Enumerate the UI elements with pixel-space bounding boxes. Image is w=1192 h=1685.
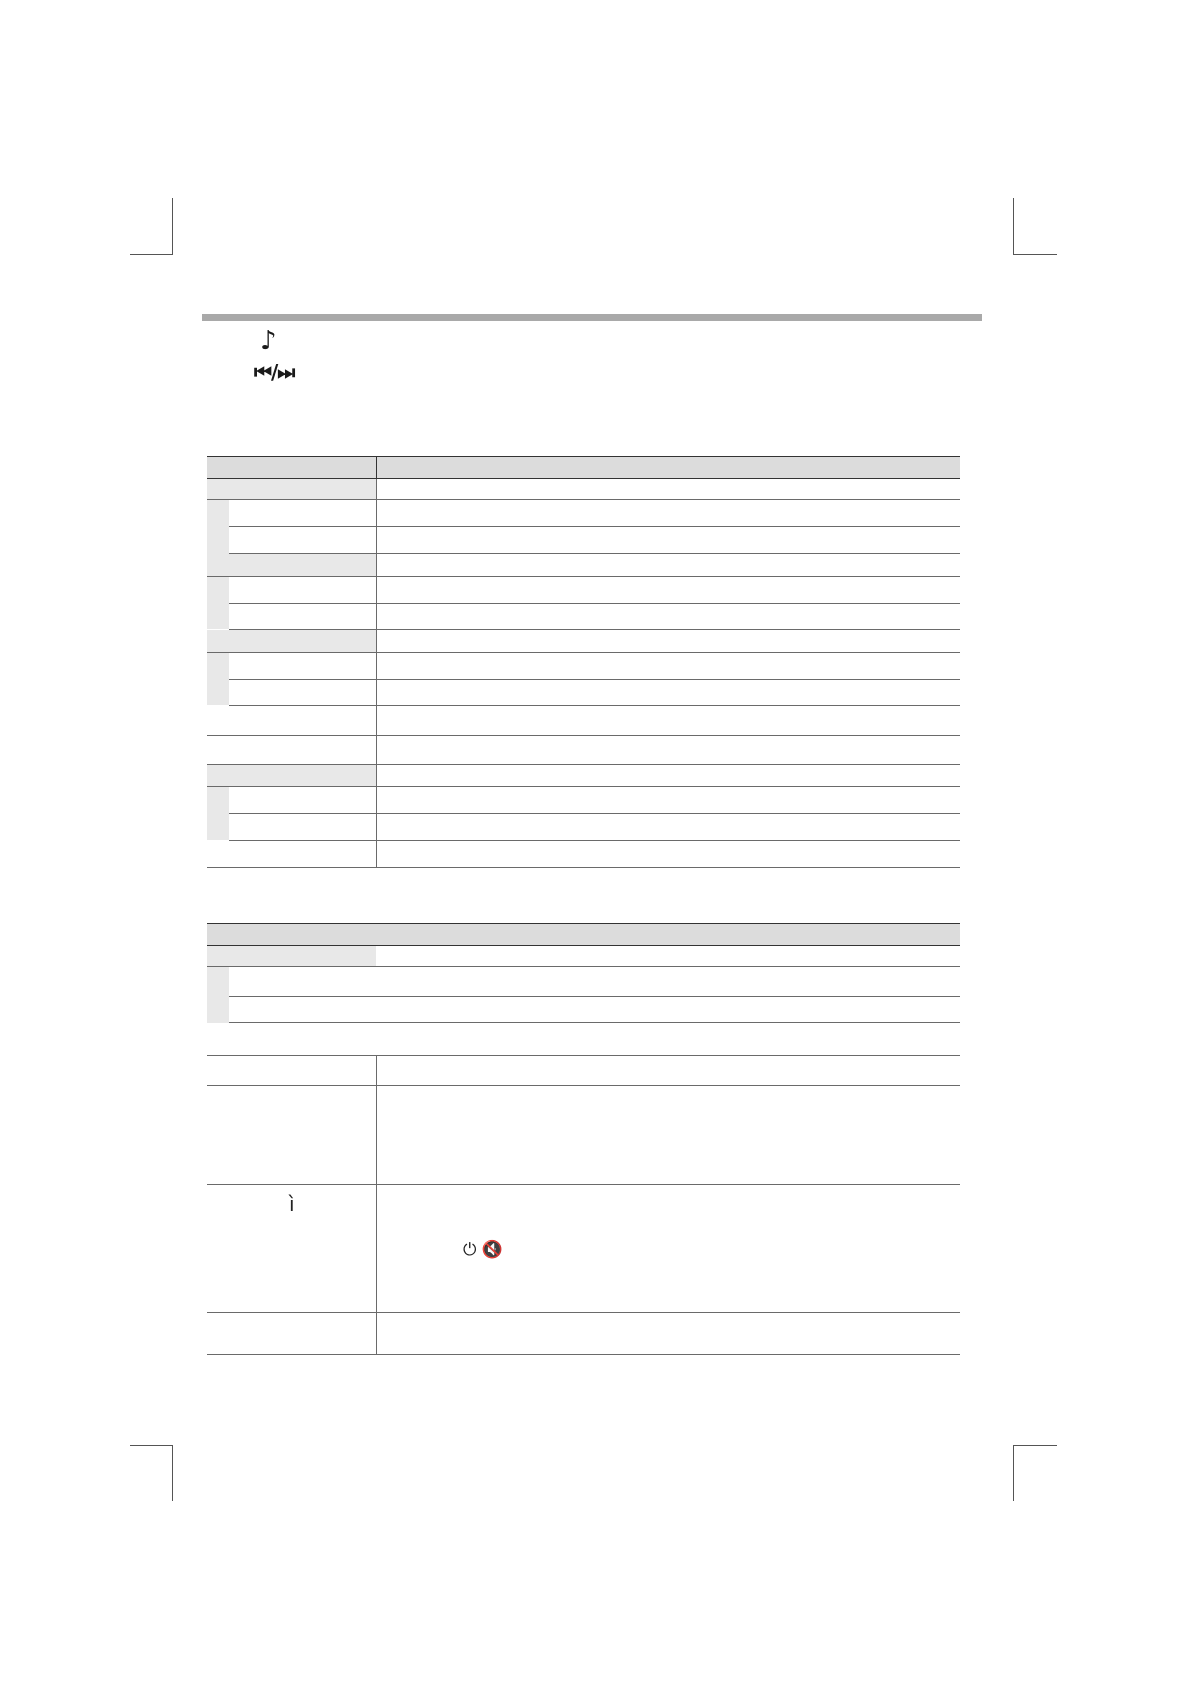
skip-prev-next-icon: ⏮/⏭ [254, 360, 295, 384]
table-row [229, 787, 960, 814]
table-row [229, 967, 960, 997]
table-group [207, 554, 960, 630]
table-row [207, 479, 960, 500]
settings-table-1 [207, 456, 960, 868]
table-group [207, 946, 960, 1023]
crop-mark-top-left-horizontal [130, 254, 173, 255]
table-row [207, 706, 960, 736]
table-row [207, 1313, 960, 1355]
table-row [207, 1023, 960, 1056]
crop-mark-bottom-right-vertical [1013, 1445, 1014, 1501]
table-group [207, 479, 960, 554]
table-row [229, 500, 960, 527]
table-row [207, 554, 960, 577]
crop-mark-bottom-left-vertical [172, 1445, 173, 1501]
table-header-row [207, 456, 960, 479]
crop-mark-top-right-horizontal [1013, 254, 1057, 255]
section-header-bar [202, 314, 982, 321]
table-row [207, 946, 960, 967]
table-row [229, 680, 960, 706]
crop-mark-bottom-left-horizontal [130, 1445, 173, 1446]
table-row [229, 997, 960, 1023]
table-row [207, 630, 960, 653]
table-row [207, 1185, 960, 1313]
table-header-row [207, 923, 960, 946]
table-row [229, 653, 960, 680]
table-row [207, 1056, 960, 1086]
power-mute-icon: ⏻ 🔇 [463, 1240, 504, 1260]
table-row [229, 604, 960, 630]
table-row [207, 736, 960, 765]
music-note-icon: ♪ [260, 326, 277, 356]
table-row [207, 1086, 960, 1185]
cursor-glyph-icon: ì [289, 1192, 295, 1216]
table-group [207, 765, 960, 841]
crop-mark-top-right-vertical [1013, 198, 1014, 255]
table-row [229, 577, 960, 604]
table-row [229, 527, 960, 554]
table-row [229, 814, 960, 841]
table-row [207, 841, 960, 868]
settings-table-2 [207, 923, 960, 1355]
crop-mark-bottom-right-horizontal [1013, 1445, 1057, 1446]
table-group [207, 630, 960, 706]
table-row [207, 765, 960, 787]
crop-mark-top-left-vertical [172, 198, 173, 255]
